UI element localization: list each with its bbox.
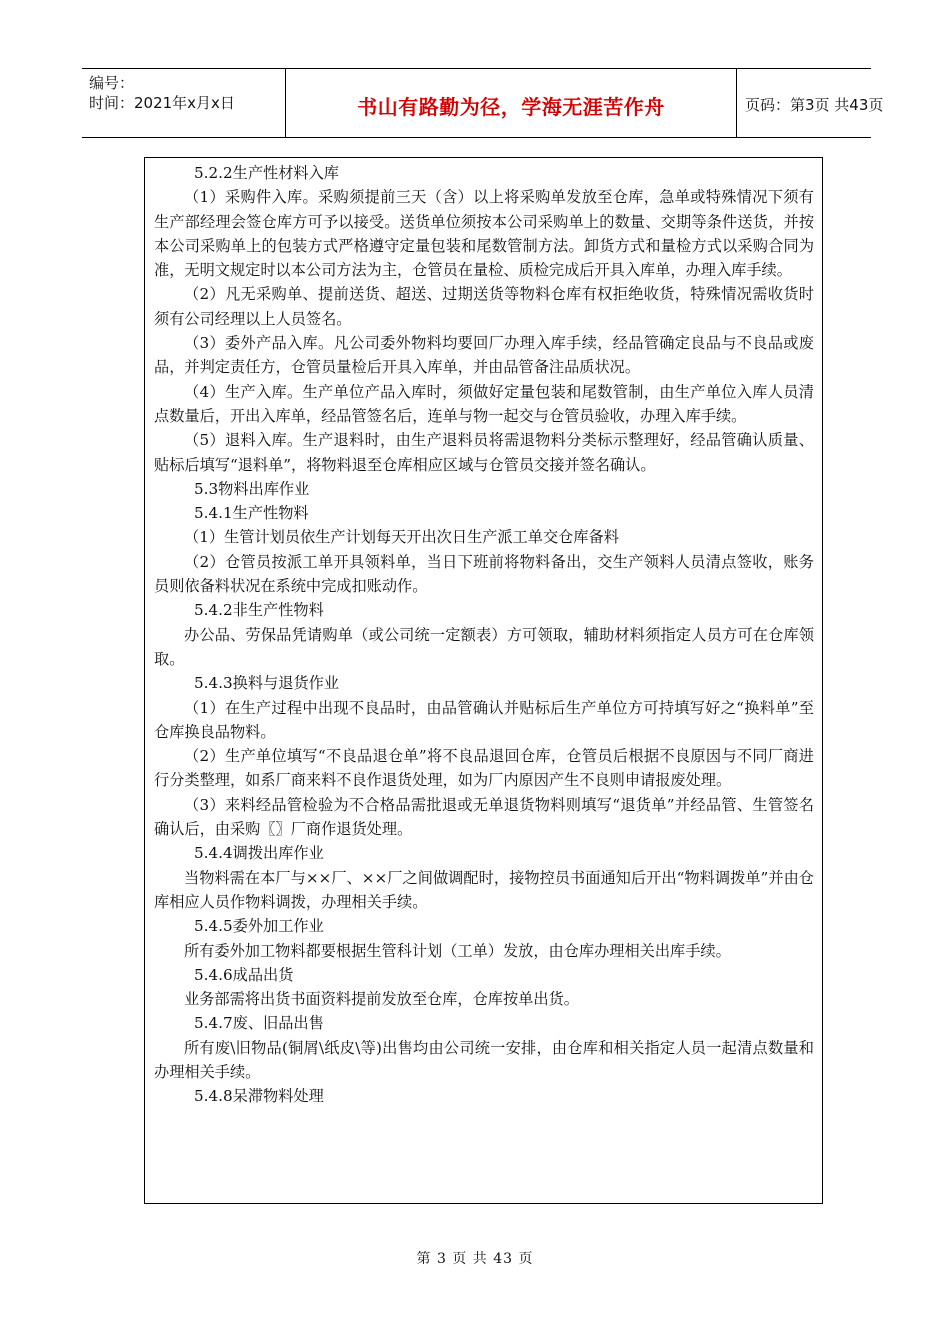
body-paragraph: （1）在生产过程中出现不良品时，由品管确认并贴标后生产单位方可持填写好之“换料单”至仓库换良品物料。 [154,698,814,741]
body-paragraph: （5）退料入库。生产退料时，由生产退料员将需退物料分类标示整理好，经品管确认质量、贴标后填写“退料单”，将物料退至仓库相应区域与仓管员交接并签名确认。 [154,431,814,474]
document-content-box [144,157,823,1204]
body-paragraph: （2）仓管员按派工单开具领料单，当日下班前将物料备出，交生产领料人员清点签收，账务员则依备料状况在系统中完成扣账动作。 [154,552,814,596]
page-header [82,68,884,138]
header-meta-cell [82,69,285,137]
section-heading: 5.4.3换料与退货作业 [194,674,339,693]
body-paragraph: 当物料需在本厂与××厂、××厂之间做调配时，接物控员书面通知后开出“物料调拨单”并由仓库相应人员作物料调拨，办理相关手续。 [154,868,814,911]
header-motto-cell [285,69,737,137]
body-paragraph: 业务部需将出货书面资料提前发放至仓库，仓库按单出货。 [184,990,579,1009]
header-page-cell [737,69,884,137]
header-page-info: 页码：第3页 共43页 [745,96,884,114]
page-footer: 第 3 页 共 43 页 [416,1251,534,1267]
document-code-label: 编号： [89,74,135,92]
section-heading: 5.4.2非生产性物料 [194,601,324,620]
body-paragraph: （4）生产入库。生产单位产品入库时，须做好定量包装和尾数管制，由生产单位入库人员清点数量后，开出入库单，经品管签名后，连单与物一起交与仓管员验收，办理入库手续。 [154,382,814,425]
body-paragraph: （1）生管计划员依生产计划每天开出次日生产派工单交仓库备料 [184,528,619,547]
section-heading: 5.4.8呆滞物料处理 [194,1087,324,1106]
section-heading: 5.4.4调拨出库作业 [194,844,324,863]
section-heading: 5.3物料出库作业 [194,479,310,498]
section-heading: 5.4.5委外加工作业 [194,917,324,936]
body-paragraph: （2）凡无采购单、提前送货、超送、过期送货等物料仓库有权拒绝收货，特殊情况需收货时须有公司经理以上人员签名。 [154,285,814,328]
section-heading: 5.4.1生产性物料 [194,504,309,523]
body-paragraph: 办公品、劳保品凭请购单（或公司统一定额表）方可领取，辅助材料须指定人员方可在仓库领取。 [154,625,814,668]
body-paragraph: （3）来料经品管检验为不合格品需批退或无单退货物料则填写“退货单”并经品管、生管签名确认后，由采购〖〗厂商作退货处理。 [154,795,814,839]
body-paragraph: 所有委外加工物料都要根据生管科计划（工单）发放，由仓库办理相关出库手续。 [184,941,731,960]
section-heading: 5.4.7废、旧品出售 [194,1014,324,1033]
section-heading: 5.2.2生产性材料入库 [194,164,339,182]
body-paragraph: （1）采购件入库。采购须提前三天（含）以上将采购单发放至仓库，急单或特殊情况下须有生产部经理会签仓库方可予以接受。送货单位须按本公司采购单上的数量、交期等条件送货，并按本公司采购单上的包装方式严格遵守定量包装和尾数管制方法。卸货方式和量检方式以采购合同为准，无明文规定时以本公司方法为主，仓管员在量检、质检完成后开具入库单，办理入库手续。 [154,188,814,280]
body-paragraph: 所有废\旧物品(铜屑\纸皮\等)出售均由公司统一安排，由仓库和相关指定人员一起清点数量和办理相关手续。 [154,1038,814,1081]
section-heading: 5.4.6成品出货 [194,965,294,984]
body-paragraph: （2）生产单位填写“不良品退仓单”将不良品退回仓库，仓管员后根据不良原因与不同厂商进行分类整理，如系厂商来料不良作退货处理，如为厂内原因产生不良则申请报废处理。 [154,747,814,790]
document-time-label: 时间：2021年x月x日 [89,94,235,112]
motto-text: 书山有路勤为径，学海无涯苦作舟 [357,95,665,119]
body-paragraph: （3）委外产品入库。凡公司委外物料均要回厂办理入库手续，经品管确定良品与不良品或废品，并判定责任方，仓管员量检后开具入库单，并由品管备注品质状况。 [154,334,814,377]
